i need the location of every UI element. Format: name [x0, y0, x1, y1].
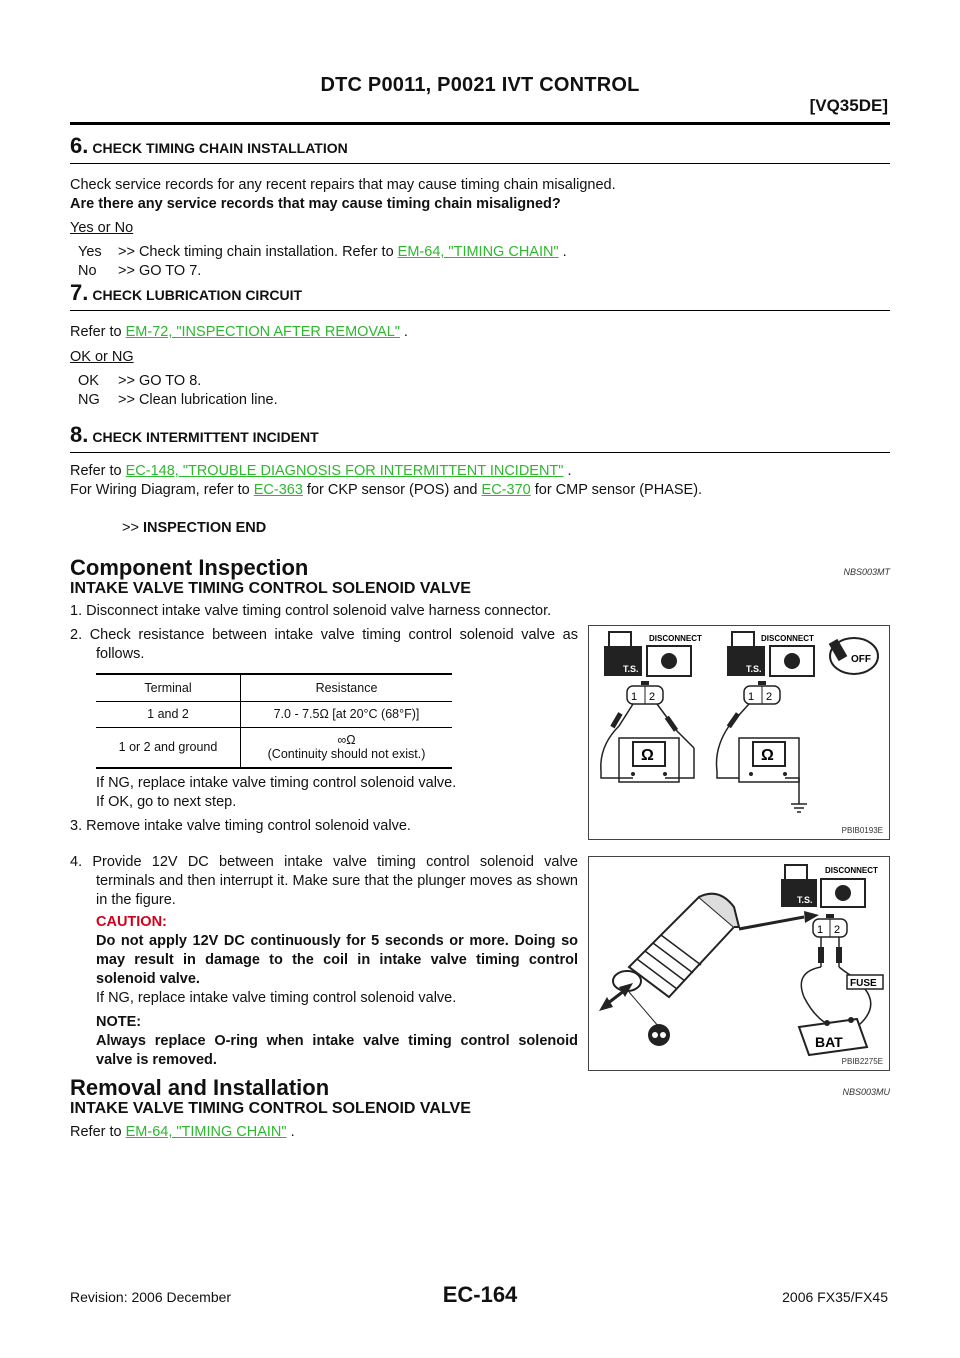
ts-disconnect-icon [781, 865, 878, 907]
step-7-choice: OK or NG [70, 349, 134, 365]
step-8-wiring [70, 481, 890, 500]
ts-disconnect-icon [604, 632, 702, 676]
refer-end: . [563, 463, 572, 479]
step-7-refer [70, 323, 890, 342]
step-7 [70, 280, 890, 410]
ok-text: >> GO TO 8. [118, 373, 202, 389]
ok-key: OK [78, 373, 99, 389]
component-ng-1: If NG, replace intake valve timing control solenoid valve. [96, 775, 457, 791]
removal-refer [70, 1123, 295, 1142]
component-step-4: 4. Provide 12V DC between intake valve timing control solenoid valve terminals and then interrupt it. Make sure that the plunger moves as shown in the figure. [70, 854, 578, 908]
wiring-end: for CMP sensor (PHASE). [530, 482, 703, 498]
ts-disconnect-icon [727, 632, 814, 676]
caution-text: Do not apply 12V DC continuously for 5 seconds or more. Doing so may result in damage to the coil in intake valve timing control solenoid valve. [96, 933, 578, 987]
link-ec363[interactable]: EC-363 [253, 482, 303, 498]
table-row [96, 727, 452, 767]
resistance-table [96, 673, 452, 769]
component-subtitle: INTAKE VALVE TIMING CONTROL SOLENOID VALVE [70, 580, 471, 597]
fuse-icon [847, 975, 883, 989]
svg-text:DISCONNECT: DISCONNECT [649, 634, 702, 643]
connector-1-2 [627, 681, 663, 704]
step-8-number: 8. [70, 422, 89, 447]
svg-text:DISCONNECT: DISCONNECT [761, 634, 814, 643]
yes-end: . [558, 244, 567, 260]
connector-1-2 [813, 914, 847, 937]
step-7-number: 7. [70, 280, 89, 305]
svg-text:1: 1 [817, 924, 824, 936]
refer-end: . [399, 324, 408, 340]
solenoid-valve-icon [613, 894, 739, 997]
svg-text:2: 2 [649, 691, 656, 703]
step-7-ok-row [78, 372, 890, 391]
svg-text:DISCONNECT: DISCONNECT [825, 866, 878, 875]
step-6-number: 6. [70, 133, 89, 158]
table-bottom-rule [96, 767, 452, 769]
no-key: No [78, 263, 97, 279]
step-6-no-row [78, 262, 890, 281]
component-ok-1: If OK, go to next step. [96, 794, 237, 810]
step-6-choice: Yes or No [70, 220, 134, 236]
ignition-off-icon [829, 638, 878, 674]
ground-icon [791, 804, 807, 812]
component-heading [70, 555, 890, 581]
svg-text:T.S.: T.S. [746, 664, 762, 674]
resistance-diagram [589, 626, 889, 839]
figure-resistance-check [588, 625, 890, 840]
step-6 [70, 133, 890, 281]
caution-label: CAUTION: [96, 914, 167, 930]
step-8-end [122, 519, 890, 538]
svg-text:2: 2 [766, 691, 773, 703]
ng-text: >> Clean lubrication line. [118, 392, 278, 408]
svg-text:Ω: Ω [641, 747, 654, 764]
wiring-pre: For Wiring Diagram, refer to [70, 482, 254, 498]
page-number: EC-164 [442, 1282, 518, 1307]
svg-text:T.S.: T.S. [797, 895, 813, 905]
yes-key: Yes [78, 244, 102, 260]
svg-text:T.S.: T.S. [623, 664, 639, 674]
end-prefix: >> [122, 520, 143, 536]
battery-icon [799, 1017, 867, 1055]
svg-text:1: 1 [631, 691, 638, 703]
step-6-text: Check service records for any recent repairs that may cause timing chain misaligned. [70, 177, 616, 193]
link-em64[interactable]: EM-64, "TIMING CHAIN" [397, 244, 559, 260]
component-code: NBS003MT [843, 567, 890, 577]
page-title: DTC P0011, P0021 IVT CONTROL [320, 74, 640, 96]
infinity-ohm: ∞Ω [337, 733, 356, 748]
step-6-rule [70, 163, 890, 164]
step-6-title: CHECK TIMING CHAIN INSTALLATION [92, 140, 348, 156]
step-8-rule [70, 452, 890, 453]
refer-pre: Refer to [70, 1124, 126, 1140]
table-header-terminal: Terminal [96, 675, 241, 701]
continuity-note: (Continuity should not exist.) [267, 747, 426, 762]
inspection-end: INSPECTION END [142, 520, 267, 536]
table-row [96, 701, 452, 727]
table-cell: 1 or 2 and ground [96, 727, 241, 767]
ng-key: NG [78, 392, 100, 408]
no-text: >> GO TO 7. [118, 263, 202, 279]
svg-text:FUSE: FUSE [850, 978, 877, 989]
connector-1-2 [744, 681, 780, 704]
figure-1-code: PBIB0193E [841, 826, 883, 835]
step-6-question: Are there any service records that may cause timing chain misaligned? [70, 196, 561, 212]
removal-code: NBS003MU [842, 1087, 890, 1097]
component-step-2: 2. Check resistance between intake valve timing control solenoid valve as follows. [70, 627, 578, 662]
link-em72[interactable]: EM-72, "INSPECTION AFTER REMOVAL" [125, 324, 400, 340]
note-text: Always replace O-ring when intake valve timing control solenoid valve is removed. [96, 1033, 578, 1068]
link-ec370[interactable]: EC-370 [481, 482, 531, 498]
svg-text:2: 2 [834, 924, 841, 936]
footer-model: 2006 FX35/FX45 [782, 1289, 888, 1305]
step-6-yes-row [78, 243, 890, 262]
step-7-rule [70, 310, 890, 311]
step-7-title: CHECK LUBRICATION CIRCUIT [92, 287, 303, 303]
component-step-3: 3. Remove intake valve timing control solenoid valve. [70, 818, 411, 834]
component-step-1: 1. Disconnect intake valve timing control solenoid valve harness connector. [70, 603, 552, 619]
link-em64-removal[interactable]: EM-64, "TIMING CHAIN" [125, 1124, 287, 1140]
wiring-mid: for CKP sensor (POS) and [302, 482, 482, 498]
svg-text:BAT: BAT [815, 1034, 843, 1050]
step-8 [70, 422, 890, 538]
o-ring-icon [648, 1024, 670, 1046]
svg-text:1: 1 [748, 691, 755, 703]
refer-pre: Refer to [70, 463, 126, 479]
refer-end: . [286, 1124, 295, 1140]
table-cell: 1 and 2 [96, 701, 241, 727]
engine-label: [VQ35DE] [809, 96, 888, 115]
svg-text:OFF: OFF [851, 654, 871, 665]
yes-text: >> Check timing chain installation. Refer to [118, 244, 398, 260]
step-7-ng-row [78, 391, 890, 410]
refer-pre: Refer to [70, 324, 126, 340]
step-8-title: CHECK INTERMITTENT INCIDENT [92, 429, 319, 445]
table-header-resistance: Resistance [315, 680, 378, 695]
removal-title: Removal and Installation [70, 1075, 330, 1100]
table-cell: 7.0 - 7.5Ω [at 20°C (68°F)] [273, 707, 420, 721]
figure-2-code: PBIB2275E [841, 1057, 883, 1066]
table-cell [241, 727, 453, 767]
ohmmeter-icon [619, 738, 679, 782]
header-rule [70, 122, 890, 125]
removal-subtitle: INTAKE VALVE TIMING CONTROL SOLENOID VALVE [70, 1100, 471, 1117]
footer-revision: Revision: 2006 December [70, 1289, 232, 1305]
step-8-refer [70, 462, 890, 481]
svg-text:Ω: Ω [761, 747, 774, 764]
component-title: Component Inspection [70, 555, 309, 580]
component-ng-2: If NG, replace intake valve timing control solenoid valve. [96, 990, 457, 1006]
removal-heading [70, 1075, 890, 1101]
figure-solenoid-test [588, 856, 890, 1071]
ohmmeter-icon [739, 738, 799, 782]
note-label: NOTE: [96, 1014, 142, 1030]
solenoid-diagram [589, 857, 889, 1070]
link-ec148[interactable]: EC-148, "TROUBLE DIAGNOSIS FOR INTERMITTENT INCIDENT" [125, 463, 564, 479]
